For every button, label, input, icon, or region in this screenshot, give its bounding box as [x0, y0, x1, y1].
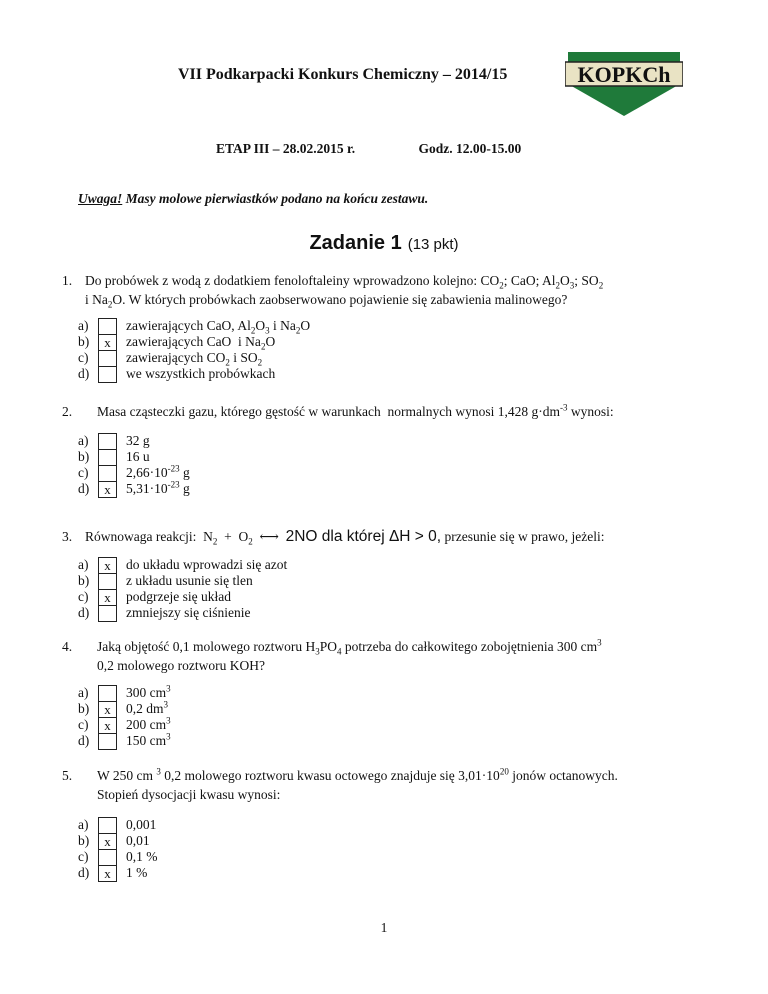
stage-time: Godz. 12.00-15.00	[418, 141, 522, 156]
option-text: 0,01	[126, 833, 150, 848]
task-points: (13 pkt)	[407, 236, 459, 253]
note-text: Masy molowe pierwiastków podano na końcu zestawu.	[122, 191, 429, 206]
option-text: 300 $cm^3$	[126, 683, 171, 700]
kopkch-logo	[565, 48, 683, 118]
answer-checkbox[interactable]	[98, 433, 117, 450]
option-text: zawierających $CO_2$ i $SO_2$	[126, 350, 263, 368]
question-text	[97, 766, 709, 804]
option-text: zawierających CaO, $Al_2O_3$ i $Na_2O$	[126, 318, 311, 336]
option-letter: d)	[78, 481, 90, 496]
question-number: 5.	[62, 768, 73, 783]
option-text: 200 $cm^3$	[126, 715, 171, 732]
answer-checkbox[interactable]	[98, 817, 117, 834]
option-letter: a)	[78, 557, 89, 572]
question-line: 0,2 molowego roztworu KOH?	[97, 658, 265, 673]
option-text: 150 $cm^3$	[126, 731, 171, 748]
question-2	[62, 402, 702, 422]
task-heading	[0, 232, 768, 255]
stage-date: ETAP III – 28.02.2015 r.	[216, 141, 356, 156]
option-letter: d)	[78, 733, 90, 748]
answer-checkbox[interactable]	[98, 350, 117, 367]
option-letter: c)	[78, 717, 89, 732]
option-letter: a)	[78, 318, 89, 333]
option-text: 0,1 %	[126, 849, 158, 864]
option-letter: c)	[78, 465, 89, 480]
answer-checkbox[interactable]: x	[98, 589, 117, 606]
option-text: 0,001	[126, 817, 157, 832]
option-letter: b)	[78, 449, 90, 464]
answer-checkbox[interactable]: x	[98, 557, 117, 574]
question-5	[62, 766, 702, 806]
option-letter: d)	[78, 605, 90, 620]
option-letter: b)	[78, 334, 90, 349]
note	[78, 191, 428, 207]
task-title: Zadanie 1	[309, 232, 402, 254]
option-letter: a)	[78, 433, 89, 448]
option-letter: b)	[78, 701, 90, 716]
answer-checkbox[interactable]: x	[98, 865, 117, 882]
question-text	[85, 271, 697, 309]
svg-text:KOPKCh: KOPKCh	[577, 62, 671, 87]
option-text: zawierających CaO i $Na_2O$	[126, 334, 276, 352]
option-text: do układu wprowadzi się azot	[126, 557, 288, 572]
question-number: 1.	[62, 273, 73, 288]
stage-info	[216, 141, 521, 157]
question-number: 3.	[62, 529, 73, 544]
note-label: Uwaga!	[78, 191, 123, 206]
answer-checkbox[interactable]	[98, 366, 117, 383]
question-text	[97, 637, 709, 675]
document-title: VII Podkarpacki Konkurs Chemiczny – 2014/15	[178, 66, 508, 83]
answer-checkbox[interactable]	[98, 733, 117, 750]
question-number: 2.	[62, 404, 73, 419]
option-letter: c)	[78, 849, 89, 864]
answer-checkbox[interactable]: x	[98, 701, 117, 718]
question-text: Równowaga reakcji: $N_2 + O_2$ ⟷ 2NO dla której ΔH > 0, przesunie się w prawo, jeżeli:	[85, 528, 605, 547]
option-text: z układu usunie się tlen	[126, 573, 253, 588]
answer-checkbox[interactable]	[98, 849, 117, 866]
answer-checkbox[interactable]	[98, 685, 117, 702]
option-letter: a)	[78, 817, 89, 832]
answer-checkbox[interactable]: x	[98, 481, 117, 498]
question-line: Do probówek z wodą z dodatkiem fenoloftaleiny wprowadzono kolejno: $CO_2$; CaO; $Al_2O_3$; $SO_2$	[85, 273, 604, 291]
answer-checkbox[interactable]: x	[98, 833, 117, 850]
option-text: 0,2 $dm^3$	[126, 699, 169, 716]
question-4	[62, 637, 702, 677]
answer-checkbox[interactable]: x	[98, 334, 117, 351]
option-text: zmniejszy się ciśnienie	[126, 605, 251, 620]
answer-checkbox[interactable]	[98, 318, 117, 335]
question-number: 4.	[62, 639, 73, 654]
option-text: $5,31\cdot 10^{-23}$ g	[126, 479, 190, 496]
option-letter: d)	[78, 366, 90, 381]
option-text: 32 g	[126, 433, 150, 448]
question-1	[62, 271, 702, 311]
question-line: i $Na_2O$. W których probówkach zaobserwowano pojawienie się zabawienia malinowego?	[85, 292, 568, 310]
option-text: 1 %	[126, 865, 148, 880]
option-text: 16 u	[126, 449, 150, 464]
answer-checkbox[interactable]: x	[98, 717, 117, 734]
option-text: $2,66\cdot 10^{-23}$ g	[126, 463, 190, 480]
answer-checkbox[interactable]	[98, 605, 117, 622]
question-line: Jaką objętość 0,1 molowego roztworu $H_3PO_4$ potrzeba do całkowitego zobojętnienia 300 $cm^3$	[97, 637, 602, 657]
question-text: Masa cząsteczki gazu, którego gęstość w warunkach normalnych wynosi 1,428 $g\cdot dm^{-3}$ wynosi:	[97, 402, 614, 419]
option-letter: b)	[78, 833, 90, 848]
answer-checkbox[interactable]	[98, 449, 117, 466]
page-number: 1	[380, 920, 388, 935]
option-text: podgrzeje się układ	[126, 589, 231, 604]
option-letter: d)	[78, 865, 90, 880]
option-letter: b)	[78, 573, 90, 588]
option-letter: c)	[78, 350, 89, 365]
question-line: Stopień dysocjacji kwasu wynosi:	[97, 787, 281, 802]
equilibrium-arrow-icon: ⟷	[259, 529, 279, 544]
answer-checkbox[interactable]	[98, 465, 117, 482]
option-letter: c)	[78, 589, 89, 604]
question-3	[62, 527, 702, 549]
answer-checkbox[interactable]	[98, 573, 117, 590]
option-text: we wszystkich probówkach	[126, 366, 276, 381]
option-letter: a)	[78, 685, 89, 700]
question-line: W 250 cm $^3$ 0,2 molowego roztworu kwasu octowego znajduje się $3,01\cdot 10^{20}$ jonów octanowych.	[97, 766, 618, 783]
